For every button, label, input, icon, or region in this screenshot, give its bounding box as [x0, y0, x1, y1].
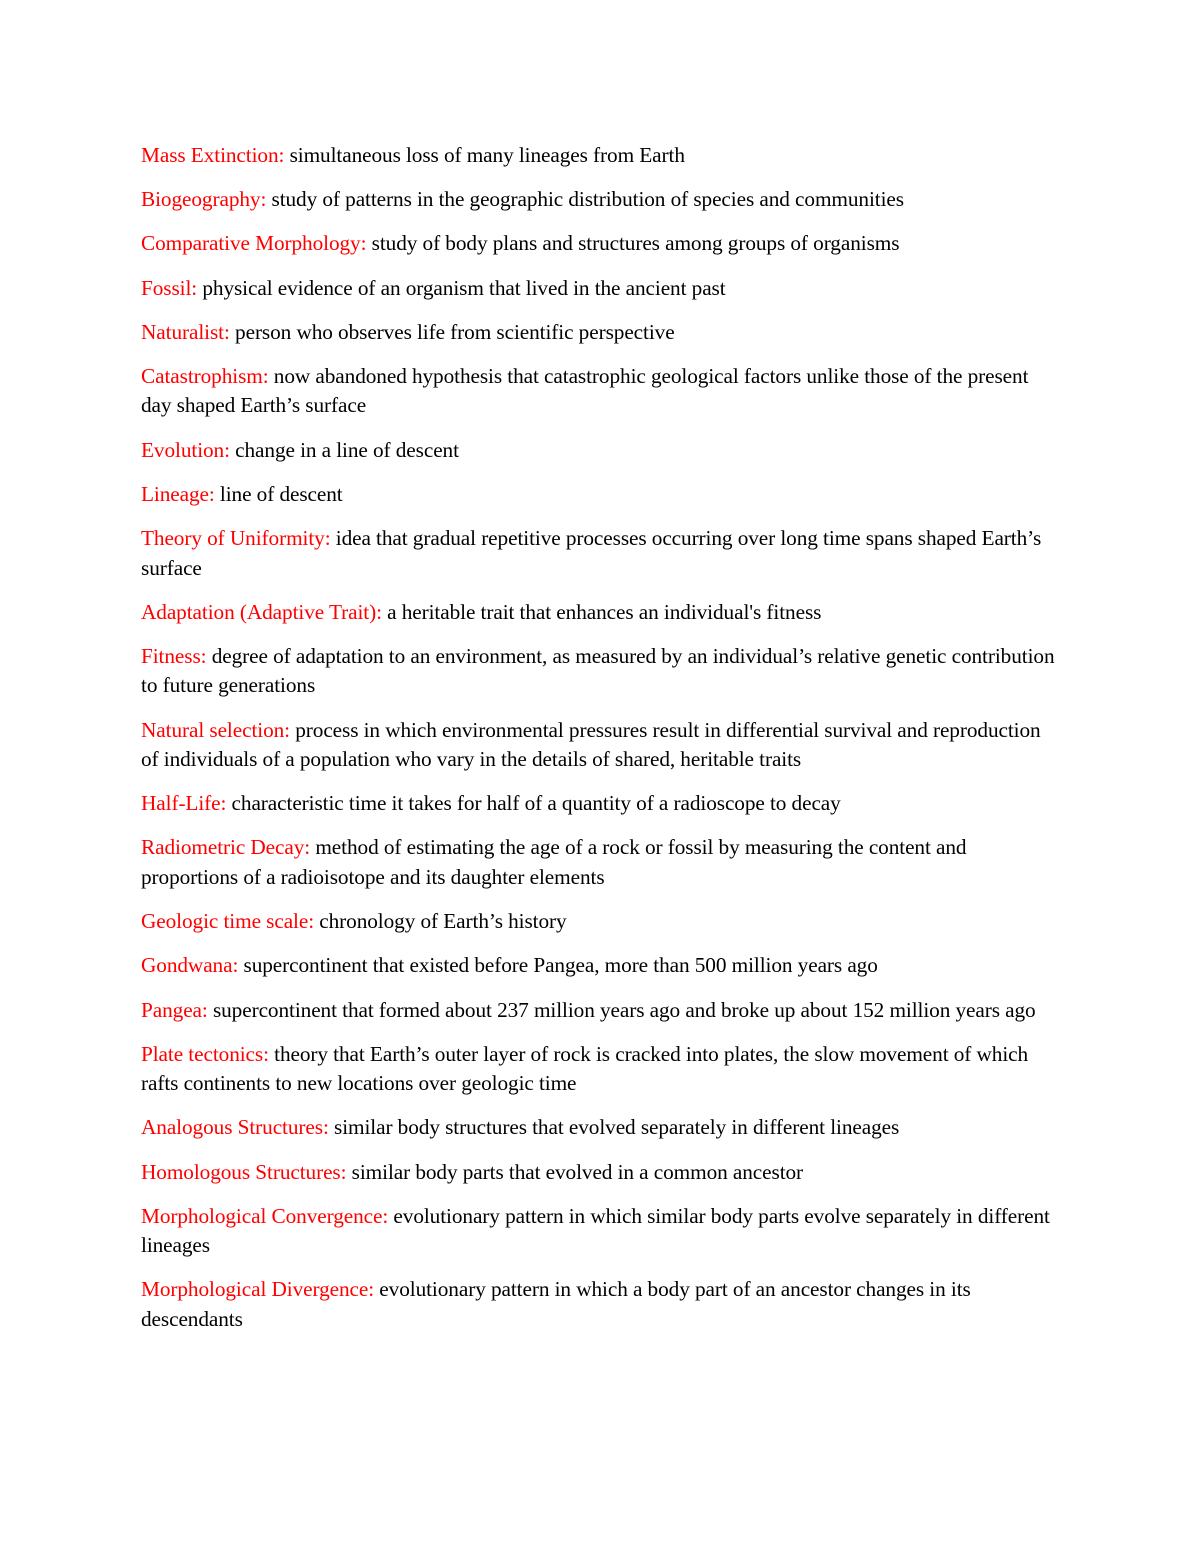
glossary-term: Naturalist: [141, 319, 230, 344]
glossary-entry [141, 524, 1061, 583]
glossary-definition: person who observes life from scientific perspective [229, 319, 675, 344]
glossary-definition: supercontinent that formed about 237 million years ago and broke up about 152 million years ago [207, 997, 1036, 1022]
glossary-entry [141, 1113, 1061, 1143]
glossary-definition: supercontinent that existed before Pangea, more than 500 million years ago [238, 953, 878, 978]
glossary-definition: study of patterns in the geographic distribution of species and communities [266, 187, 904, 212]
glossary-term: Geologic time scale: [141, 909, 315, 934]
glossary-term: Homologous Structures: [141, 1159, 347, 1184]
glossary-term: Lineage: [141, 481, 215, 506]
glossary-definition: study of body plans and structures among groups of organisms [366, 231, 900, 256]
glossary-term: Adaptation (Adaptive Trait): [141, 599, 382, 624]
glossary-definition: evolutionary pattern in which similar body parts evolve separately in different lineages [141, 1203, 1050, 1258]
glossary-entry [141, 598, 1061, 628]
glossary-definition: similar body parts that evolved in a common ancestor [346, 1159, 804, 1184]
glossary-entry [141, 951, 1061, 981]
glossary-entry [141, 1158, 1061, 1188]
glossary-term: Pangea: [141, 997, 208, 1022]
glossary-definition: characteristic time it takes for half of a quantity of a radioscope to decay [226, 791, 841, 816]
glossary-term: Evolution: [141, 437, 230, 462]
glossary-term: Comparative Morphology: [141, 231, 367, 256]
glossary-term: Plate tectonics: [141, 1041, 269, 1066]
glossary-entry [141, 141, 1061, 171]
glossary-definition: degree of adaptation to an environment, as measured by an individual’s relative genetic contribution to future generations [141, 643, 1055, 698]
glossary-entry [141, 789, 1061, 819]
glossary-term: Radiometric Decay: [141, 835, 311, 860]
glossary-definition: physical evidence of an organism that lived in the ancient past [197, 275, 726, 300]
glossary-definition: simultaneous loss of many lineages from Earth [284, 143, 685, 167]
glossary-term: Morphological Convergence: [141, 1203, 389, 1228]
glossary-term: Theory of Uniformity: [141, 526, 331, 550]
glossary-entry [141, 716, 1061, 775]
glossary-entry [141, 229, 1061, 259]
glossary-term: Biogeography: [141, 187, 267, 212]
glossary-term: Fossil: [141, 275, 198, 300]
glossary-definition: idea that gradual repetitive processes occurring over long time spans shaped Earth’s surface [141, 526, 1042, 580]
glossary-definition: evolutionary pattern in which a body part of an ancestor changes in its descendants [141, 1277, 971, 1331]
glossary-entry [141, 318, 1061, 348]
glossary-entry [141, 996, 1061, 1026]
glossary-term: Mass Extinction: [141, 143, 285, 167]
glossary-entry [141, 1202, 1061, 1261]
glossary-entry [141, 642, 1061, 701]
glossary-definition: theory that Earth’s outer layer of rock is cracked into plates, the slow movement of which rafts continents to new locations over geologic time [141, 1041, 1029, 1096]
glossary-entry [141, 436, 1061, 466]
glossary-entry [141, 1275, 1061, 1334]
glossary-definition: a heritable trait that enhances an individual's fitness [381, 599, 822, 624]
glossary-term: Half-Life: [141, 791, 227, 816]
glossary-definition: similar body structures that evolved separately in different lineages [328, 1115, 900, 1140]
glossary-term: Morphological Divergence: [141, 1277, 375, 1302]
glossary-term: Fitness: [141, 643, 207, 668]
glossary-term: Natural selection: [141, 717, 290, 742]
glossary-entry [141, 1040, 1061, 1099]
glossary-definition: method of estimating the age of a rock or fossil by measuring the content and proportions of a radioisotope and its daughter elements [141, 835, 967, 889]
glossary-definition: process in which environmental pressures result in differential survival and reproduction of individuals of a population who vary in the details of shared, heritable traits [141, 717, 1041, 772]
glossary-term: Gondwana: [141, 953, 239, 978]
glossary-entry [141, 480, 1061, 510]
glossary-term: Catastrophism: [141, 363, 269, 388]
glossary-entry [141, 907, 1061, 937]
glossary-definition: line of descent [214, 481, 343, 506]
glossary-entry [141, 833, 1061, 892]
glossary-definition: now abandoned hypothesis that catastrophic geological factors unlike those of the present day shaped Earth’s surface [141, 363, 1029, 418]
glossary-entry [141, 362, 1061, 421]
glossary-term: Analogous Structures: [141, 1115, 329, 1140]
glossary-definition: change in a line of descent [229, 437, 459, 462]
glossary-list [141, 141, 1061, 1349]
glossary-entry [141, 274, 1061, 304]
glossary-entry [141, 185, 1061, 215]
glossary-definition: chronology of Earth’s history [314, 909, 567, 934]
